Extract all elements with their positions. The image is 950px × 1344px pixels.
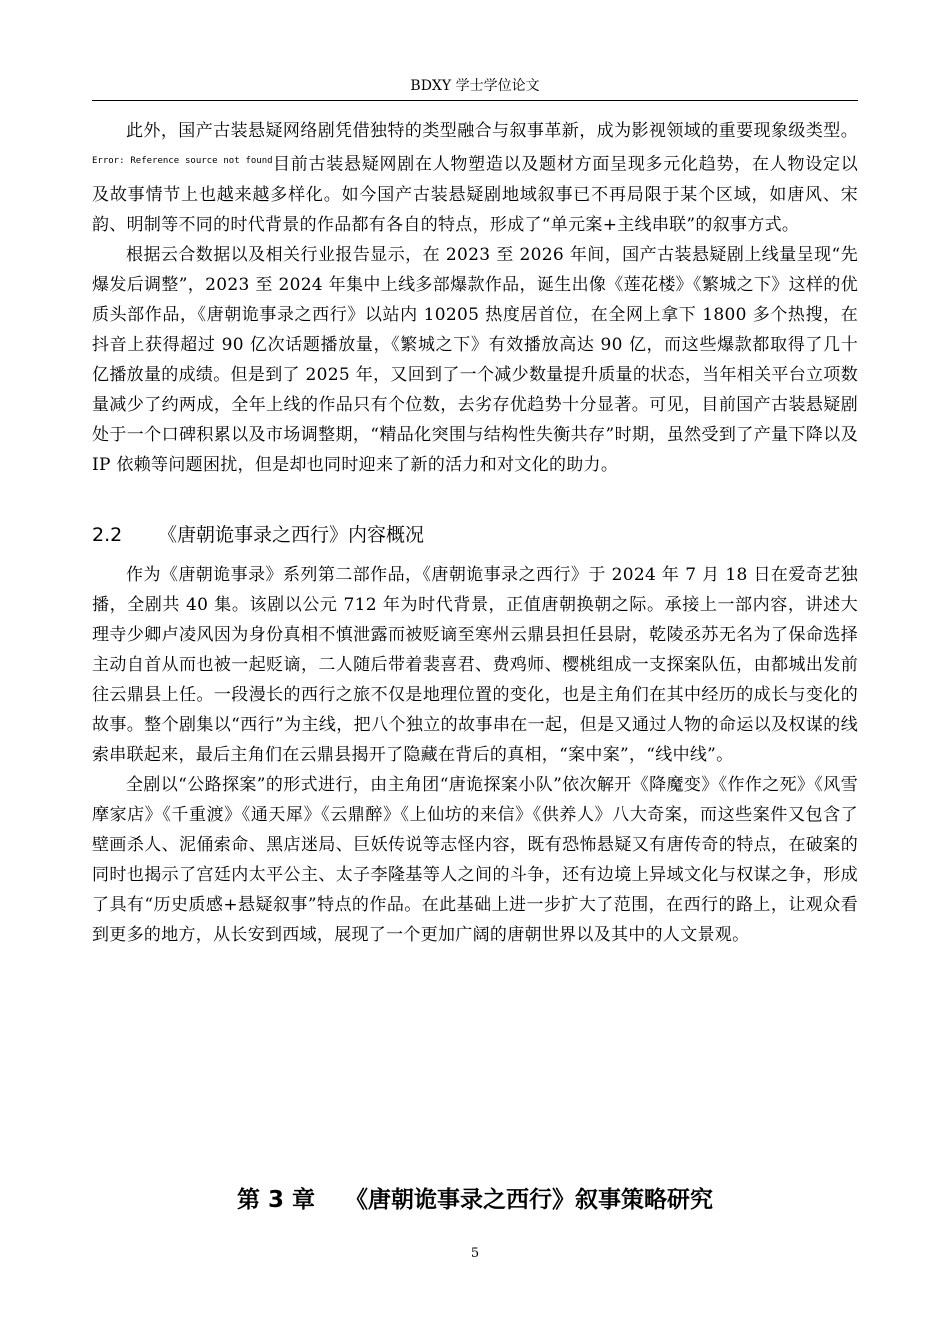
- section-title: 《唐朝诡事录之西行》内容概况: [158, 523, 425, 546]
- paragraph-1-text-b: 目前古装悬疑网剧在人物塑造以及题材方面呈现多元化趋势，在人物设定以及故事情节上也越来越多样化。如今国产古装悬疑剧地域叙事已不再局限于某个区域，如唐风、宋韵、明制等不同的时代背景的作品都有各自的特点，形成了“单元案+主线串联”的叙事方式。: [92, 154, 858, 235]
- reference-error-note: Error: Reference source not found: [92, 156, 273, 166]
- chapter-heading: [92, 1184, 858, 1216]
- paragraph-1: [92, 116, 858, 240]
- paragraph-3: 作为《唐朝诡事录》系列第二部作品，《唐朝诡事录之西行》于 2024 年 7 月 18 日在爱奇艺独播，全剧共 40 集。该剧以公元 712 年为时代背景，正值唐朝换朝之际。承接上一部内容，讲述大理寺少卿卢凌风因为身份真相不慎泄露而被贬谪至寒州云鼎县担任县尉，乾陵丞苏无名为了保命选择主动自首从而也被一起贬谪，二人随后带着裴喜君、费鸡师、樱桃组成一支探案队伍，由都城出发前往云鼎县上任。一段漫长的西行之旅不仅是地理位置的变化，也是主角们在其中经历的成长与变化的故事。整个剧集以“西行”为主线，把八个独立的故事串在一起，但是又通过人物的命运以及权谋的线索串联起来，最后主角们在云鼎县揭开了隐藏在背后的真相，“案中案”，“线中线”。: [92, 564, 858, 765]
- page-number: 5: [470, 1246, 480, 1261]
- running-header: BDXY 学士学位论文: [410, 78, 540, 94]
- body-text: [92, 116, 858, 950]
- section-heading: [92, 520, 858, 550]
- paragraph-1-text-a: 此外，国产古装悬疑网络剧凭借独特的类型融合与叙事革新，成为影视领域的重要现象级类型。: [126, 121, 858, 141]
- paragraph-4: 全剧以“公路探案”的形式进行，由主角团“唐诡探案小队”依次解开《降魔变》《作作之死》《风雪摩家店》《千重渡》《通天犀》《云鼎醉》《上仙坊的来信》《供养人》八大奇案，而这些案件又包含了壁画杀人、泥俑索命、黑店迷局、巨妖传说等志怪内容，既有恐怖悬疑又有唐传奇的特点，在破案的同时也揭示了宫廷内太平公主、太子李隆基等人之间的斗争，还有边境上异域文化与权谋之争，形成了具有“历史质感+悬疑叙事”特点的作品。在此基础上进一步扩大了范围，在西行的路上，让观众看到更多的地方，从长安到西域，展现了一个更加广阔的唐朝世界以及其中的人文景观。: [92, 774, 858, 945]
- chapter-title: 《唐朝诡事录之西行》叙事策略研究: [345, 1187, 714, 1213]
- section-number: 2.2: [92, 523, 123, 546]
- chapter-number: 第 3 章: [236, 1187, 316, 1213]
- paragraph-2: 根据云合数据以及相关行业报告显示，在 2023 至 2026 年间，国产古装悬疑剧上线量呈现“先爆发后调整”，2023 至 2024 年集中上线多部爆款作品，诞生出像《莲花楼》《繁城之下》这样的优质头部作品，《唐朝诡事录之西行》以站内 10205 热度居首位，在全网上拿下 1800 多个热搜，在抖音上获得超过 90 亿次话题播放量，《繁城之下》有效播放高达 90 亿，而这些爆款都取得了几十亿播放量的成绩。但是到了 2025 年，又回到了一个减少数量提升质量的状态，当年相关平台立项数量减少了约两成，全年上线的作品只有个位数，去劣存优趋势十分显著。可见，目前国产古装悬疑剧处于一个口碑积累以及市场调整期，“精品化突围与结构性失衡共存”时期，虽然受到了产量下降以及 IP 依赖等问题困扰，但是却也同时迎来了新的活力和对文化的助力。: [92, 244, 858, 475]
- header-rule: [92, 100, 858, 101]
